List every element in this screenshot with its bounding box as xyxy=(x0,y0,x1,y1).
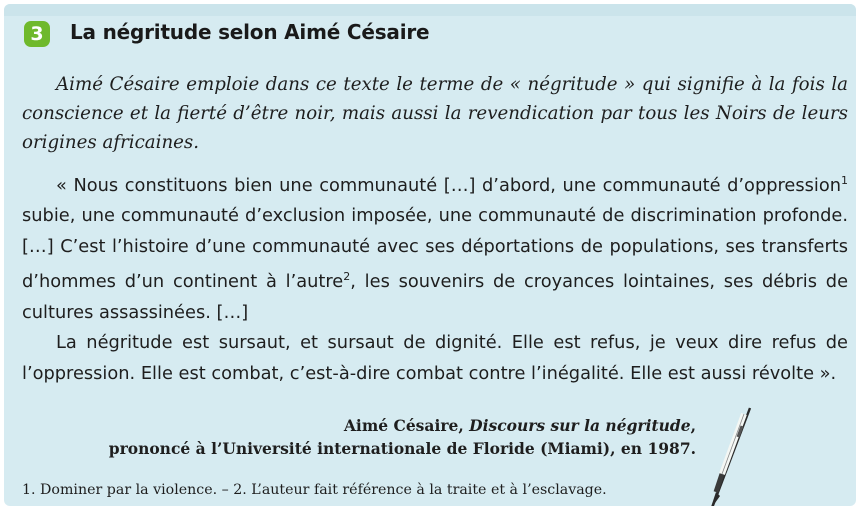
top-band xyxy=(4,4,856,16)
quote-text: subie, une communauté d’exclusion imposée, une communauté de discrimination profonde. […] C’est l’histoire d’une communauté avec ses déportations de populations, ses transferts d’hommes d’un continent à l’autre xyxy=(22,205,848,293)
quote-text: , les souvenirs de croyances lointaines, ses débris de cultures assassinées. […] xyxy=(22,271,849,323)
quotation xyxy=(22,166,848,389)
quote-paragraph-1 xyxy=(22,166,848,328)
quote-text: « Nous constituons bien une communauté […] d’abord, une communauté d’oppression xyxy=(56,174,841,196)
source-citation xyxy=(4,414,696,460)
footnotes: 1. Dominer par la violence. – 2. L’auteur fait référence à la traite et à l’esclavage. xyxy=(22,482,607,498)
document-panel xyxy=(4,4,856,506)
source-work: Discours sur la négritude xyxy=(469,416,691,435)
fountain-pen-icon xyxy=(698,404,758,506)
footnote-ref: 1 xyxy=(841,174,848,187)
intro-text: Aimé Césaire emploie dans ce texte le terme de « négritude » qui signifie à la fois la conscience et la fierté d’être noir, mais aussi la revendication par tous les Noirs de leurs origines africaines. xyxy=(22,74,848,153)
source-line-2: prononcé à l’Université internationale de Floride (Miami), en 1987. xyxy=(108,439,696,458)
intro-paragraph xyxy=(22,70,848,157)
footnote-ref: 2 xyxy=(343,270,351,284)
document-title: La négritude selon Aimé Césaire xyxy=(70,20,430,44)
source-author: Aimé Césaire, xyxy=(343,416,470,435)
quote-paragraph-2: La négritude est sursaut, et sursaut de dignité. Elle est refus, je veux dire refus de l’oppression. Elle est combat, c’est-à-dire combat contre l’inégalité. Elle est aussi révolte ». xyxy=(22,332,848,384)
source-punct: , xyxy=(690,416,696,435)
section-number-badge: 3 xyxy=(24,21,50,47)
